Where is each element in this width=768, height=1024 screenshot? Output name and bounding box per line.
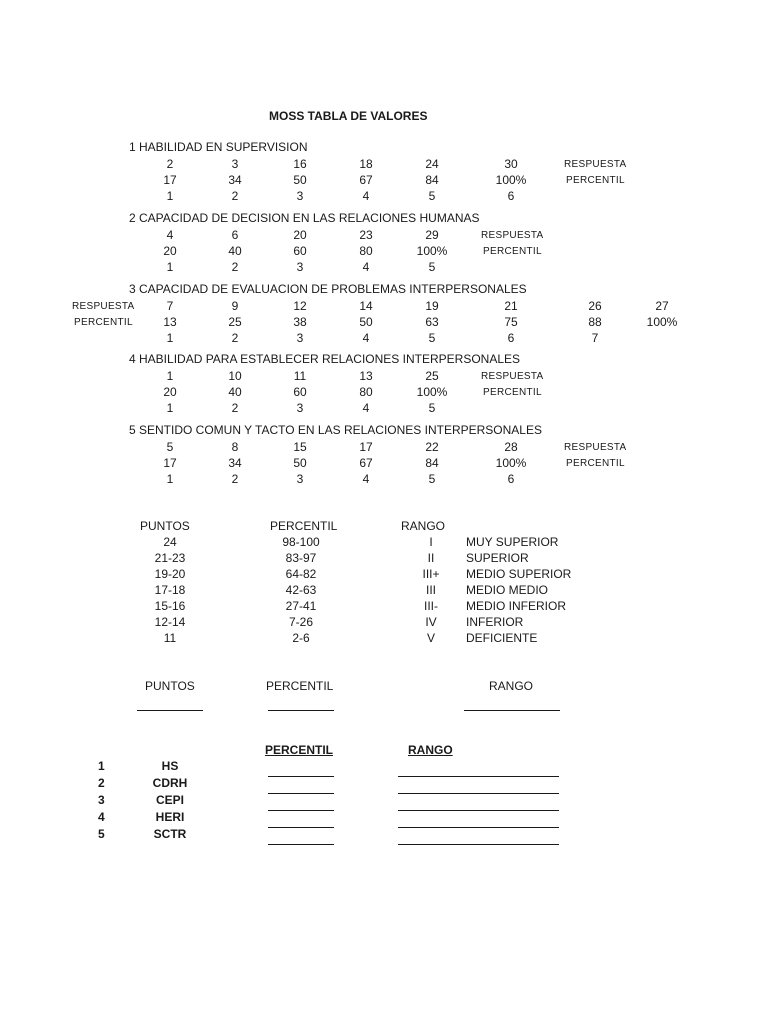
respuesta-label: RESPUESTA [72, 301, 135, 312]
respuesta-value: 1 [166, 369, 174, 383]
summary-row-number: 1 [98, 759, 105, 773]
respuesta-value: 16 [293, 157, 307, 171]
summary-percentil-line[interactable] [268, 827, 334, 828]
scale-description: SUPERIOR [466, 551, 529, 565]
percentil-blank-line[interactable] [268, 710, 334, 711]
scale-percentil: 2-6 [292, 631, 310, 645]
rango-value: 3 [296, 331, 304, 345]
scale-rango: III [425, 583, 437, 597]
rango-value: 1 [166, 401, 174, 415]
summary-percentil-line[interactable] [268, 844, 334, 845]
result-percentil-label: PERCENTIL [266, 679, 334, 693]
percentil-label: PERCENTIL [74, 317, 133, 328]
percentil-label: PERCENTIL [566, 175, 625, 186]
respuesta-label: RESPUESTA [481, 371, 544, 382]
percentil-value: 40 [228, 385, 242, 399]
section-title: 1 HABILIDAD EN SUPERVISION [129, 140, 308, 154]
percentil-value: 25 [228, 315, 242, 329]
scale-percentil: 27-41 [285, 599, 317, 613]
respuesta-value: 21 [504, 299, 518, 313]
result-puntos-label: PUNTOS [145, 679, 195, 693]
percentil-value: 100% [495, 456, 527, 470]
percentil-value: 34 [228, 456, 242, 470]
percentil-value: 100% [416, 385, 448, 399]
result-rango-label: RANGO [489, 679, 534, 693]
rango-value: 1 [166, 189, 174, 203]
scale-rango: II [427, 551, 435, 565]
respuesta-value: 17 [359, 440, 373, 454]
scale-puntos: 12-14 [154, 615, 186, 629]
scale-description: MEDIO MEDIO [466, 583, 549, 597]
respuesta-label: RESPUESTA [564, 159, 627, 170]
rango-value: 4 [362, 189, 370, 203]
rango-blank-line[interactable] [464, 710, 560, 711]
percentil-label: PERCENTIL [566, 458, 625, 469]
rango-value: 1 [166, 331, 174, 345]
document-title: MOSS TABLA DE VALORES [269, 109, 428, 123]
respuesta-value: 25 [425, 369, 439, 383]
scale-puntos: 19-20 [154, 567, 186, 581]
scale-percentil: 7-26 [288, 615, 314, 629]
percentil-value: 34 [228, 173, 242, 187]
rango-value: 3 [296, 260, 304, 274]
respuesta-value: 26 [588, 299, 602, 313]
respuesta-value: 11 [293, 369, 307, 383]
percentil-value: 63 [425, 315, 439, 329]
scale-header-rango: RANGO [401, 519, 446, 533]
scale-rango: III+ [422, 567, 440, 581]
summary-row-number: 2 [98, 776, 105, 790]
scale-description: MUY SUPERIOR [466, 535, 559, 549]
summary-header-rango: RANGO [408, 743, 453, 757]
respuesta-value: 15 [293, 440, 307, 454]
respuesta-value: 3 [231, 157, 239, 171]
rango-value: 2 [231, 401, 239, 415]
respuesta-value: 27 [655, 299, 669, 313]
summary-row-number: 4 [98, 810, 105, 824]
respuesta-value: 9 [231, 299, 239, 313]
rango-value: 4 [362, 472, 370, 486]
respuesta-value: 5 [166, 440, 174, 454]
respuesta-value: 28 [504, 440, 518, 454]
summary-rango-line[interactable] [398, 810, 559, 811]
rango-value: 7 [591, 331, 599, 345]
percentil-value: 50 [359, 315, 373, 329]
respuesta-value: 6 [231, 228, 239, 242]
rango-value: 2 [231, 260, 239, 274]
percentil-label: PERCENTIL [483, 387, 542, 398]
rango-value: 2 [231, 331, 239, 345]
scale-puntos: 15-16 [154, 599, 186, 613]
summary-row-number: 5 [98, 827, 105, 841]
respuesta-value: 18 [359, 157, 373, 171]
respuesta-value: 14 [359, 299, 373, 313]
respuesta-label: RESPUESTA [481, 230, 544, 241]
rango-value: 4 [362, 260, 370, 274]
summary-row-code: HERI [155, 810, 185, 824]
respuesta-value: 29 [425, 228, 439, 242]
percentil-value: 60 [293, 385, 307, 399]
scale-rango: IV [425, 615, 437, 629]
summary-row-code: CDRH [152, 776, 188, 790]
respuesta-value: 24 [425, 157, 439, 171]
scale-puntos: 21-23 [154, 551, 186, 565]
respuesta-value: 12 [293, 299, 307, 313]
percentil-value: 67 [359, 173, 373, 187]
scale-description: DEFICIENTE [466, 631, 538, 645]
percentil-value: 17 [163, 173, 177, 187]
scale-percentil: 98-100 [282, 535, 320, 549]
percentil-value: 20 [163, 385, 177, 399]
section-title: 3 CAPACIDAD DE EVALUACION DE PROBLEMAS INTERPERSONALES [129, 282, 527, 296]
rango-value: 5 [428, 472, 436, 486]
percentil-value: 88 [588, 315, 602, 329]
scale-percentil: 64-82 [285, 567, 317, 581]
rango-value: 6 [507, 331, 515, 345]
percentil-value: 20 [163, 244, 177, 258]
summary-header-percentil: PERCENTIL [265, 743, 334, 757]
summary-rango-line[interactable] [398, 793, 559, 794]
percentil-value: 38 [293, 315, 307, 329]
summary-percentil-line[interactable] [268, 810, 334, 811]
percentil-value: 75 [504, 315, 518, 329]
summary-rango-line[interactable] [398, 827, 559, 828]
percentil-value: 80 [359, 244, 373, 258]
respuesta-value: 20 [293, 228, 307, 242]
rango-value: 5 [428, 331, 436, 345]
respuesta-value: 19 [425, 299, 439, 313]
rango-value: 2 [231, 189, 239, 203]
section-title: 2 CAPACIDAD DE DECISION EN LAS RELACIONES HUMANAS [129, 211, 480, 225]
summary-row-code: SCTR [153, 827, 187, 841]
scale-description: MEDIO INFERIOR [466, 599, 567, 613]
summary-row-code: HS [161, 759, 179, 773]
rango-value: 1 [166, 260, 174, 274]
summary-percentil-line[interactable] [268, 776, 334, 777]
percentil-value: 100% [495, 173, 527, 187]
summary-percentil-line[interactable] [268, 793, 334, 794]
summary-row-code: CEPI [155, 793, 185, 807]
respuesta-value: 22 [425, 440, 439, 454]
rango-value: 2 [231, 472, 239, 486]
scale-description: MEDIO SUPERIOR [466, 567, 572, 581]
respuesta-value: 2 [166, 157, 174, 171]
scale-header-percentil: PERCENTIL [270, 519, 338, 533]
scale-percentil: 42-63 [285, 583, 317, 597]
respuesta-value: 8 [231, 440, 239, 454]
rango-value: 6 [507, 472, 515, 486]
percentil-value: 50 [293, 456, 307, 470]
rango-value: 5 [428, 260, 436, 274]
respuesta-value: 7 [166, 299, 174, 313]
rango-value: 5 [428, 189, 436, 203]
percentil-value: 100% [646, 315, 678, 329]
rango-value: 3 [296, 472, 304, 486]
respuesta-value: 10 [228, 369, 242, 383]
section-title: 5 SENTIDO COMUN Y TACTO EN LAS RELACIONES INTERPERSONALES [129, 423, 542, 437]
summary-row-number: 3 [98, 793, 105, 807]
puntos-blank-line[interactable] [137, 710, 203, 711]
percentil-value: 84 [425, 173, 439, 187]
percentil-value: 67 [359, 456, 373, 470]
scale-description: INFERIOR [466, 615, 524, 629]
scale-rango: I [429, 535, 433, 549]
percentil-value: 100% [416, 244, 448, 258]
rango-value: 6 [507, 189, 515, 203]
scale-puntos: 24 [163, 535, 177, 549]
rango-value: 5 [428, 401, 436, 415]
rango-value: 4 [362, 331, 370, 345]
percentil-value: 80 [359, 385, 373, 399]
scale-rango: V [426, 631, 436, 645]
respuesta-label: RESPUESTA [564, 442, 627, 453]
respuesta-value: 23 [359, 228, 373, 242]
percentil-value: 17 [163, 456, 177, 470]
percentil-value: 60 [293, 244, 307, 258]
respuesta-value: 30 [504, 157, 518, 171]
percentil-value: 13 [163, 315, 177, 329]
rango-value: 3 [296, 189, 304, 203]
scale-percentil: 83-97 [285, 551, 317, 565]
section-title: 4 HABILIDAD PARA ESTABLECER RELACIONES INTERPERSONALES [129, 352, 521, 366]
scale-header-puntos: PUNTOS [140, 519, 190, 533]
scale-puntos: 11 [163, 631, 177, 645]
scale-rango: III- [424, 599, 438, 613]
percentil-value: 84 [425, 456, 439, 470]
scale-puntos: 17-18 [154, 583, 186, 597]
percentil-label: PERCENTIL [483, 246, 542, 257]
respuesta-value: 13 [359, 369, 373, 383]
percentil-value: 50 [293, 173, 307, 187]
summary-rango-line[interactable] [398, 776, 559, 777]
respuesta-value: 4 [166, 228, 174, 242]
percentil-value: 40 [228, 244, 242, 258]
rango-value: 1 [166, 472, 174, 486]
rango-value: 4 [362, 401, 370, 415]
rango-value: 3 [296, 401, 304, 415]
summary-rango-line[interactable] [398, 844, 559, 845]
